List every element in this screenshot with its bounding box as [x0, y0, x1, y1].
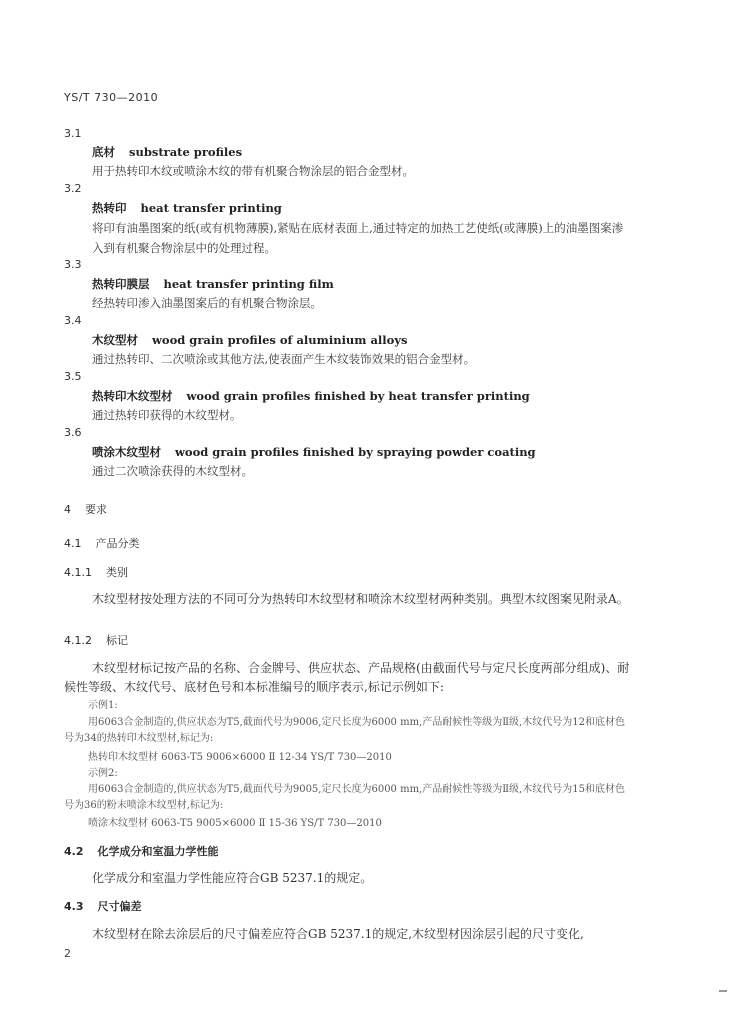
term-definition: 经热转印渗入油墨图案后的有机聚合物涂层。 [92, 296, 322, 310]
term-heading [92, 198, 282, 218]
term-number: 3.3 [64, 258, 82, 271]
paragraph: 木纹型材在除去涂层后的尺寸偏差应符合GB 5237.1的规定,木纹型材因涂层引起的尺寸变化, [92, 927, 584, 941]
term-definition: 将印有油墨图案的纸(或有机物薄膜),紧贴在底材表面上,通过特定的加热工艺使纸(或薄膜)上的油墨图案渗入到有机聚合物涂层中的处理过程。 [92, 221, 624, 255]
section-heading [64, 897, 142, 917]
paragraph: 木纹型材按处理方法的不同可分为热转印木纹型材和喷涂木纹型材两种类别。典型木纹图案见附录A。 [92, 592, 629, 606]
term-heading [92, 330, 407, 350]
term-zh: 木纹型材 [92, 333, 138, 347]
term-number: 3.4 [64, 314, 82, 327]
section-heading [64, 631, 128, 651]
section-title: 产品分类 [95, 537, 140, 550]
page-number: 2 [64, 947, 71, 960]
term-number: 3.6 [64, 426, 82, 439]
term-zh: 热转印膜层 [92, 277, 150, 291]
term-zh: 热转印 [92, 201, 127, 215]
section-number: 4.1.2 [64, 634, 92, 647]
section-number: 4.1.1 [64, 566, 92, 579]
term-number: 3.2 [64, 182, 82, 195]
term-heading [92, 142, 242, 162]
term-zh: 喷涂木纹型材 [92, 445, 161, 459]
standard-code-header: YS/T 730—2010 [64, 91, 159, 104]
example-label: 示例2: [88, 768, 118, 779]
term-en: wood grain profiles finished by heat transfer printing [186, 389, 530, 403]
term-heading [92, 386, 530, 406]
term-definition: 通过二次喷涂获得的木纹型材。 [92, 464, 253, 478]
term-zh: 热转印木纹型材 [92, 389, 173, 403]
paragraph: 化学成分和室温力学性能应符合GB 5237.1的规定。 [92, 871, 373, 885]
section-title: 标记 [106, 634, 128, 647]
section-title: 要求 [85, 503, 107, 516]
term-heading [92, 442, 536, 462]
section-title: 尺寸偏差 [97, 900, 142, 913]
section-title: 类别 [106, 566, 128, 579]
example-marking: 喷涂木纹型材 6063-T5 9005×6000 Ⅱ 15-36 YS/T 730—2010 [88, 818, 382, 829]
example-text: 用6063合金制造的,供应状态为T5,截面代号为9006,定尺长度为6000 mm,产品耐候性等级为Ⅱ级,木纹代号为12和底材色号为34的热转印木纹型材,标记为: [64, 717, 625, 744]
section-number: 4.2 [64, 845, 84, 858]
section-heading [64, 563, 128, 583]
term-zh: 底材 [92, 145, 115, 159]
section-heading [64, 500, 107, 520]
term-definition: 通过热转印、二次喷涂或其他方法,使表面产生木纹装饰效果的铝合金型材。 [92, 352, 476, 366]
term-en: wood grain profiles of aluminium alloys [152, 333, 408, 347]
term-en: heat transfer printing film [163, 277, 334, 291]
term-definition: 用于热转印木纹或喷涂木纹的带有机聚合物涂层的铝合金型材。 [92, 164, 414, 178]
example-label: 示例1: [88, 700, 118, 711]
section-heading [64, 842, 219, 862]
term-number: 3.1 [64, 127, 82, 140]
section-heading [64, 534, 140, 554]
section-number: 4 [64, 503, 71, 516]
scan-edge-mark [719, 990, 727, 992]
term-heading [92, 274, 334, 294]
term-en: substrate profiles [129, 145, 243, 159]
term-en: wood grain profiles finished by spraying powder coating [175, 445, 536, 459]
section-number: 4.1 [64, 537, 82, 550]
term-number: 3.5 [64, 370, 82, 383]
section-title: 化学成分和室温力学性能 [97, 845, 219, 858]
paragraph: 木纹型材标记按产品的名称、合金牌号、供应状态、产品规格(由截面代号与定尺长度两部分组成)、耐候性等级、木纹代号、底材色号和本标准编号的顺序表示,标记示例如下: [64, 661, 630, 694]
term-definition: 通过热转印获得的木纹型材。 [92, 408, 242, 422]
section-number: 4.3 [64, 900, 84, 913]
term-en: heat transfer printing [140, 201, 282, 215]
example-text: 用6063合金制造的,供应状态为T5,截面代号为9005,定尺长度为6000 mm,产品耐候性等级为Ⅱ级,木纹代号为15和底材色号为36的粉末喷涂木纹型材,标记为: [64, 784, 625, 811]
example-marking: 热转印木纹型材 6063-T5 9006×6000 Ⅱ 12-34 YS/T 730—2010 [88, 752, 392, 763]
